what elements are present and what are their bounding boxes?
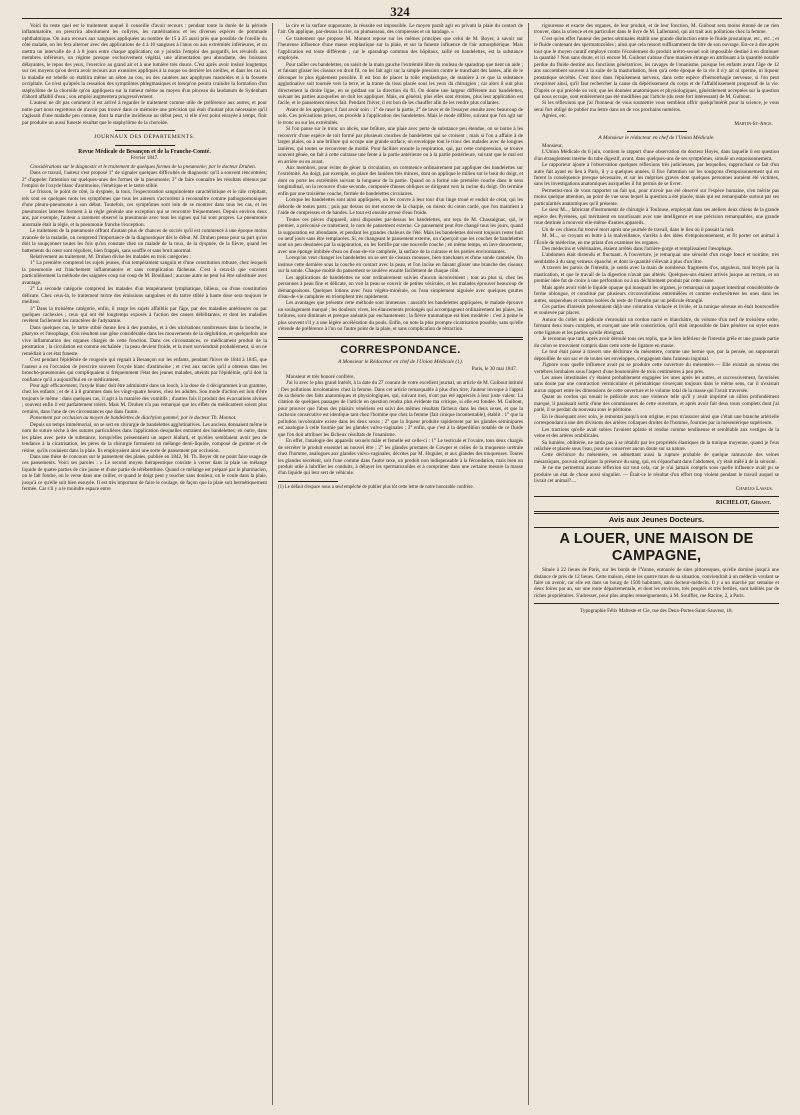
paragraph: Le frisson, le point de côté, la dyspnée, la toux, l'expectoration sanguinolente caractéristique et le râle crépitant, tels sont en quelques mots les symptômes que tous les auteurs s'accordent à reconnaître comme pathognomoniques d'une pleuro-pneumonie à son début. Toutefois, ces symptômes sont loin de se montrer dans tous les cas, et les pneumonies latentes forment à la règle générale une exception qui se rencontre fréquemment. Depuis environ deux ans, par exemple, l'auteur a rarement observé la pneumonie avec tous les signes qui lui sont propres. La pneumonie anormale était la règle, et la pneumonie franche l'exception. [22,189,267,228]
ad-title: A LOUER, UNE MAISON DE CAMPAGNE, [559,531,754,565]
paragraph: Dans quelques cas, le tartre stibié donne lieu à des pustules, et à des ulcérations nombreuses dans la bouche, le pharynx et l'œsophage, d'où résultent une gêne considérable dans les mouvements de la déglutition, et quelquefois une vive inflammation des organes chargés de cette fonction. Dans ces circonstances, ce médicament produit de la prostration ; la circulation est comme enchaînée ; la peau devient froide, et la mort surviendrait probablement, si on ne remédiait à cet état funeste. [22,324,267,357]
printer-imprint: Typographie Félix Malteste et Cie, rue des Deux-Portes-Saint-Sauveur, 18. [580,608,733,615]
paragraph: Ce traitement que propose M. Monnot repose sur les mêmes principes que celui de M. Boyer, à savoir sur l'heureuse influence d'une masse emplastique sur la plaie, et sur la funeste influence de l'air atmosphérique. Mais l'application est toute différente ; car le sparadrap commun des hôpitaux, taillé en bandelettes, est la substance employée. [278,35,523,62]
paragraph: Permettez-moi de vous rapporter un fait qui, pour n'avoir pas été observé sur l'espèce humaine, n'en mérite pas moins quelque attention, au point de vue sous lequel la question a été placée, mais qui est remarquable surtout par ses particularités anatomiques qu'il présente. [534,187,779,207]
paragraph: L'auteur ne dit pas comment il est arrivé à regarder le traitement comme utile de préférence aux autres, et pour notre part nous regrettons de n'avoir pas trouvé dans ce mémoire une précision qui était d'autant plus nécessaire qu'il s'agissait d'une maladie peu connue, dont la marche insidieuse au début peut, si elle n'est point enrayée à temps, finir par produire un aussi funeste résultat que le staphylôme de la choroïde. [22,100,267,126]
divider [115,145,175,146]
paragraph: Lorsqu'on veut changer les bandelettes on se sert de ciseaux mousses, bien tranchants et d'une sonde cannelée. On insinue cette dernière sous la couche en contact avec la peau, et l'on incise en faisant glisser une branche des ciseaux sur la sonde. Chaque moitié du pansement se soulève ensuite facilement de chaque côté. [278,255,523,275]
paragraph: Autour du collet ou pédicule s'enroulait un cordon nacré et blanchâtre, du volume d'un nerf de troisième ordre, formant deux tours complets, et exerçant une telle constriction, qu'il était impossible de faire pénétrer un stylet entre cette ligature et les parties qu'elle étreignait. [534,316,779,336]
paragraph: Je reconnus que tard, après avoir déroulé tous ces replis, que le lien inférieur de l'intestin grêle et une grande partie du colon se trouvaient compris dans cette sorte de ligature en masse. [534,336,779,349]
paragraph: Lorsque les bandelettes sont ainsi appliquées, on les couvre à leur tour d'un linge troué et enduit de cérat, qui les déborde de toutes parts ; puis par dessus on met encore de la charpie, ou mieux du coton cardé, que l'on maintient à l'aide de compresses et de bandes. Le tout est ensuite arrosé d'eau froide. [278,197,523,217]
paragraph: Le traitement de la pneumonie offrant d'autant plus de chances de succès qu'il est commencé à une époque moins avancée de la maladie, on comprend l'importance de la diagnostiquer dès le début. M. Druhen pense pour sa part qu'on doit la soupçonner toutes les fois qu'on constate chez un malade de la toux, de la dyspnée, de la fièvre, quand les battements du cœur sont réguliers, bien frappés, sans souffle et sans bruit anormal. [22,228,267,254]
letter-salutation: Monsieur, [542,142,563,149]
paragraph: Relativement au traitement, M. Druhen divise les malades en trois catégories : [30,253,191,260]
column-divider [272,23,273,1105]
paragraph: 2° La seconde catégorie comprend les malades d'un tempérament lymphatique, bilieux, ou d'une constitution délicate. Chez ceux-là, le traitement mixte des émissions sanguines et du tartre stibié à haute dose sera toujours le meilleur. [22,286,267,306]
paragraph: Dans une thèse de concours sur le pansement des plaies, publiée en 1842, M. Th. Boyer dit ne point faire usage de ces pansements. Voici ses paroles : « Le second moyen thérapeutique consiste à verser dans la plaie un mélange liquide de quatre parties de cire jaune et d'une partie de térébenthine. Quand ce mélange est préparé par le pharmacien, on le fait fondre, on le verse dans une cuiller, et quand le doigt peut y toucher sans douleur, on le coule dans la plaie, jusqu'à ce qu'elle soit bien essuyée. Il est très important de faire le coulage, de façon que la plaie soit hermétiquement fermée. Car s'il y a le moindre espace entre [22,454,267,493]
paragraph: Ces parties d'intestin présentaient déjà une coloration violacée et livide, et la tunique séreuse en était boursouflée et soulevée par places. [534,304,779,317]
paragraph: Pour tailler ces bandelettes, on saisit de la main gauche l'extrémité libre du rouleau de sparadrap que tient un aide ; et faisant glisser les ciseaux en droit fil, on les fait agir sur la simple pression contre le tranchant des lames, afin de le découper le plus également possible. Il est bon de placer la toile emplastique, de manière à ce que la substance agglutinative soit tournée vers la terre, et la trame du tissu placée sous les yeux du chirurgien ; car alors il suit plus directement la droite ligne, en se guidant sur la direction du fil. On donne une largeur différente aux bandelettes, suivant les parties auxquelles on doit les appliquer. Mais, en général, plus elles sont étroites, plus leur application est facile, et le pansement mieux fait. Pendant l'hiver, il est bon de les chauffer afin de les rendre plus collantes. [278,61,523,107]
paragraph: 1° La première comprend les sujets jeunes, d'un tempérament sanguin et d'une constitution robuste, chez lesquels la pneumonie est franchement inflammatoire et sans complication fâcheuse. C'est à ceux-là que convient particulièrement la méthode des saignées coup sur coup de M. Bouillaud ; aucune autre ne peut lui être substituée avec avantage. [22,260,267,286]
paragraph: Dans ce travail, l'auteur s'est proposé 1° de signaler quelques difficultés de diagnostic qu'il a souvent rencontrées; 2° d'appeler l'attention sur quelques-unes des formes de la pneumonie; 3° de faire connaître les résultats obtenus par l'emploi de l'oxyde blanc d'antimoine, l'émétique et le tartre stibié. [22,170,267,189]
paragraph: 3° Dans la troisième catégorie, enfin, il range les sujets affaiblis par l'âge, par des maladies antérieures ou par quelques cachexies ; ceux qui ont été longtemps exposés à l'action des causes débilitantes, et dont les maladies revêtent facilement les caractères de l'adynamie. [22,305,267,325]
journal-date: Février 1847. [130,155,159,162]
paragraph: Les applications de bandelettes ne sont ordinairement suivies d'aucun inconvénient ; tout au plus si, chez les personnes à peau fine et délicate, on voit la peau se couvrir de petites vésicules, et les malades éprouver beaucoup de démangeaisons. Quelques lotions avec l'eau végéto-minérale, ou l'eau simplement aiguisée avec quelques gouttes d'eau-de-vie camphrée en triomphent très rapidement. [278,274,523,301]
paragraph: Un de ces chiens fut trouvé mort après une journée de travail, dans le lieu où il passait la nuit. [542,226,735,233]
paragraph: Je ne me permettrai aucune réflexion sur tout cela, car je n'ai jamais compris sous quelle influence avait pu se produire un état de chose aussi singulier. — Était-ce le résultat d'un effort trop violent pendant le travail auquel se livrait cet animal?.... [534,465,779,485]
article-title: Considérations sur le diagnostic et le traitement de quelques formes de la pneumonie; par le docteur Druhen. [30,163,257,170]
letter-salutation: Monsieur et très honoré confrère, [286,373,355,380]
paragraph: Des médecins et vétérinaires, étaient arrêtés dans l'arrière-gorge et remplissaient l'œsophage. [542,245,733,252]
paragraph: Quant au cordon qui nouait le pédicule avec une violence telle qu'il y avait imprimé un sillon profondément marqué, il paraissait sortir d'une des commissures de cette ouverture, et après avoir fait deux tours complets dont j'ai parlé, il se perdait du nouveau sous le péritoine. [534,394,779,414]
column-2 [278,23,523,1105]
column-1 [22,23,267,1105]
signature: Martin-St-Ange. [734,120,773,127]
paragraph: Le rapporteur ajoute à l'observation quelques réflexions très judicieuses, par lesquelles, rapprochant ce fait d'un autre fait ayant eu lieu à Paris, il y a quelques années, il fixe l'attention sur les soupçons d'empoisonnement qui en furent la conséquence presque nécessaire, et sur les méprises graves dont quelques personnes auraient été victimes, sans les investigations anatomiques auxquelles il fut permis de se livrer. [534,162,779,188]
paragraph: Pour agir efficacement, l'oxyde blanc doit être administré dans un looch, à la dose de 4 décigrammes à un gramme, chez les enfants ; et de 4 à 8 grammes dans les vingt-quatre heures, chez les adultes. Son mode d'action est loin d'être toujours le même : dans quelques cas, il agit à la manière des vomitifs ; d'autres fois il produit des évacuations alvines ; souvent enfin il est parfaitement toléré. Mais M. Druhen n'a pas remarqué que les effets du médicament soient plus certains, dans l'une de ces circonstances que dans l'autre. [22,383,267,415]
divider [534,527,779,528]
paragraph: Voici du reste quel est le traitement auquel il conseille d'avoir recours : pendant toute la durée de la période inflammatoire, on prescrira absolument les collyres, les cautérisations et les diverses espèces de pommade ophthalmique. On aura recours aux sangsues appliquées au nombre de 15 à 25 aussi près que possible de l'oreille du côté malade, on les fera alterner avec des applications de 4 à 10 sangsues à l'anus ou aux extrémités inférieures, et on mettra un intervalle de 4 à 8 jours entre chaque application; on y joindra l'emploi des purgatifs, les révulsifs aux membres inférieurs, un régime presque exclusivement végétal, une alimentation peu abondante, des boissons délayantes, le repos des yeux, l'exercice au grand air et à une lumière très douce. C'est après avoir insisté longtemps sur ces moyens qu'on devra avoir recours aux exutoires appliqués à la nuque ou derrière les oreilles, et dans les cas où la maladie est rebelle on établira même un séton au cou, ou des cautères aux apophyses mastoïdes et à la fossette occipitale. Ce n'est qu'après la cessation des symptômes phlegmasiques et lorsqu'on pourra craindre la formation d'un staphylôme de la choroïde qu'on appliquera sur la tumeur même au moyen d'un pinceau du laudanum de Sydenham d'abord affaibli d'eau ; son emploi augmentera progressivement. [22,23,267,100]
paragraph: Depuis un temps immémorial, on se sert en chirurgie de bandelettes agglutinatives. Les anciens donnaient même le nom de suture sèche à des sutures particulières dans l'application desquelles entraient des bandelettes; en outre, dans les plaies avec perte de substance, lorsqu'elles présentaient un aspect blafard, et qu'elles semblaient avoir peu de tendance à la cicatrisation, les pères de la chirurgie formaient un mélange demi-liquide, composé de gomme et de résine, qu'ils coulaient dans la plaie. Ils employaient ainsi une sorte de pansement par occlusion. [22,421,267,454]
letter-closing: Agréez, etc. [542,113,567,120]
paragraph: M. M..., se croyant en butte à la malveillance, s'arrêta à des idées d'empoisonnement, et fit porter cet animal à l'École de médecine, en me priant d'en examiner les organes. [534,233,779,246]
paragraph: Le sieur M..., fabricant d'instruments de chirurgie à Toulouse, employait dans ses ateliers deux chiens de la grande espèce des Pyrénées, qui méritaient en nourrissant avec une intelligence et une précision remarquables, une grande roue destinée à mouvoir elle-même d'autres appareils. [534,207,779,227]
paragraph: Toutes ces pièces d'appareil, ainsi disposées par-dessus les bandelettes, ont reçu de M. Chassaignac, qui, le premier, a préconisé ce traitement, le nom de pansement externe. Ce pansement peut être changé tous les jours, quand la suppuration est abondante, et pendant les grandes chaleurs de l'été. Mais les bandelettes doivent toujours rester huit ou neuf jours sans être remplacées. Si, en changeant le pansement externe, on s'aperçoit que les couches de bandelettes sont un peu dessinées par la suppuration, on les fortifie par une nouvelle couche ; en même temps, on lave doucement, avec une éponge imbibée d'eau ou d'eau-de-vie camphrée, la surface de la cuirasse et les parties environnantes. [278,216,523,255]
divider [278,481,338,482]
paragraph: Les anses intestinales s'y étaient probablement engagées les unes après les autres, et successivement, favorisées sans doute par une contraction vermiculaire et péristaltique s'exerçant toujours dans le même sens, car il n'existait aucun rapport entre les dimensions de cette ouverture et le volume total de la masse qui l'avait traversée. [534,375,779,394]
divider [115,130,175,131]
paragraph: Cette déchirure du mésentère, en admettant aussi la rupture probable de quelque ramuscule des veines mésaraïques, pouvait expliquer la présence du sang, qui, en s'épanchant dans l'abdomen, s'y était mêlé à de la sérosité. [534,452,779,465]
paragraph: L'abdomen était distendu et fluctuant. A l'ouverture, je remarquai une sérosité d'un rouge foncé et noirâtre, très semblable à du sang veineux épanché, et dont la quantité s'élevait à plus d'un litre. [534,252,779,265]
paragraph: C'est pendant l'épidémie de rougeole qui régnait à Besançon sur les enfants, pendant l'hiver de 1844 à 1845, que l'auteur a eu l'occasion de prescrire souvent l'oxyde blanc d'antimoine ; et c'est aux succès qu'il a obtenus dans les broncho-pneumonies qui compliquaient si fréquemment l'état des jeunes malades, atteints par l'épidémie, qu'il doit la confiance qu'il a aujourd'hui en ce médicament. [22,357,267,383]
divider [627,131,687,132]
ad-text: Située à 22 lieues de Paris, sur les bords de l'Yonne, entourée de sites pittoresques, qu'elle domine jusqu'à une distance de près de 12 lieues. Cette maison, entre les quatre murs de sa situation, conviendrait à un médecin voulant se faire un avenir, car elle est dans un bourg de 1500 habitants, sans docteur-médecin. Il y a un marché par semaine et deux foires par an, sur une route départementale, et dont les environs, très peuplés et très fertiles, sont habités par de riches propriétaires. S'adresser, pour plus amples renseignements, à M. Souffler, rue Racine, 2, à Paris. [534,567,779,599]
paragraph: Les tractions qu'elle avait subies l'avaient aplatie et rendue comme tendineuse et semblable aux vestiges de la veine et des artères ombilicales. [534,426,779,440]
page-number: 324 [390,4,410,19]
paragraph: Les avantages que présente cette méthode sont immenses : aussitôt les bandelettes appliquées, le malade éprouve un soulagement marqué ; les douleurs vives, les élancements prolongés qui accompagnent ordinairement les plaies, les brûlures, sont diminués et presque anéantis par enchantement ; la fièvre traumatique est bien modérée : c'est à peine le plus souvent s'il y a une légère accélération du pouls. Enfin, on note la plus prompte cicatrisation possible, sans qu'elle s'étende de préférence à l'un ou l'autre point de la plaie, et sans complication de rétraction. [278,300,523,333]
paragraph: J'ai lu avec le plus grand intérêt, à la date du 27 courant de votre excellent journal, un article de M. Guibout intitulé : Des pollutions involontaires chez la femme. Dans cet article remarquable à plus d'un titre, l'auteur invoque à l'appui de sa théorie des faits anatomiques et physiologiques, qui, suivant moi, n'ont pas été appréciés à leur juste valeur. La citation de quelques passages de l'article en question rendra plus évidente ma critique, si elle est fondée. M. Guibout, pour prouver que l'abus des plaisirs vénériens est suivi des mêmes résultats fâcheux dans les deux sexes, et que la cachexie consécutive est identique tant chez l'homme que chez la femme (fait cinique incontestable), établit : 1° que la pollution involontaire existe dans les deux sexes ; 2° que la liqueur produite rapidement par les glandes séminipares est analogue à celle fournie par les glandes vulvo-vaginales ; 3° enfin, que c'est à la déperdition notable de ce fluide que l'on doit attribuer les fâcheux résultats de l'onanisme. [278,380,523,438]
top-rule [22,18,782,19]
paragraph: En effet, l'analogie des appareils sexuels mâle et femelle est celle-ci : 1° Le testicule et l'ovaire, tous deux chargés de sécréter le produit essentiel au nouvel être ; 2° les glandes prostates de Cowper et celles de la muqueuse urétrale chez l'homme, analogues aux glandes vulvo-vaginales, décrites par M. Huguier, et aux glandes des muqueuses. Toutes les glandes sécrètent, soit l'une comme dans l'autre sexe, un produit non indispensable à la fécondation, mais bien un produit utile à lubrifier les conduits, à délayer les spermatozoïdes et à comprimer dans une certaine mesure la masse d'un liquide qui leur sert de véhicule. [278,438,523,477]
paragraph: Le tout était passé à travers une déchirure du mésentère, comme une hernie que, par la pensée, on supposerait dépouillée de son sac et de toutes ses enveloppes, s'engageant dans l'anneau inguinal. [534,349,779,362]
paragraph: C'est qu'en effet l'auteur des pertes séminales établit une grande distinction entre le fluide prostatique, etc., etc. ; et le fluide contenant des spermatozoïdes ; ainsi que cela ressort suffisamment du titre de son ouvrage. Est-ce à dire après tout que le moyen curatif employé contre l'écoulement du produit urétro-sexuel soit impossible destiné à en diminuer la quantité ? Non sans doute, et ici encore M. Guibout s'abuse d'une manière étrange en attribuant à la quantité notable perdue du fluide destiné aux fonctions génératrices, les ravages de l'onanisme, puisque les enfants avant l'âge de 12 ans succombent souvent à la suite de la masturbation, bien qu'à cette époque de la vie il n'y ait ni sperme, ni liqueur prostatique sécrétés. C'est donc dans l'épuisement nerveux, dans cette espèce d'hémorrhagie nerveuse, si l'on peut s'exprimer ainsi, qu'il faut rechercher la cause du dépérissement du corps et de l'affaiblissement progressif de la vie. D'après ce qui précède on voit, que les données anatomiques et physiologiques, généralement acceptées sur la question qui nous occupe, sont entièrement pas été modifiées par l'article (du reste fort intéressant) de M. Guibout. [534,35,779,100]
correspondence-heading: CORRESPONDANCE. [340,343,461,356]
journal-title: Revue Médicale de Besançon et de la Franche-Comté. [78,148,211,155]
signature: Charles Lassus. [735,485,773,492]
letter-date: Paris, le 30 mai 1847. [471,366,517,373]
paragraph: rigoureuse et exacte des organes, de leur produit, et de leur fonction, M. Guibout sera moins étonné de ne rien trouver, dans la science et en particulier dans le livre de M. Lallemand, qui ait trait aux pollutions chez la femme. [534,23,779,36]
paragraph: L'Union Médicale du 6 juin, contient le rapport d'une observation du docteur Hoyès, dans laquelle il est question d'un étranglement interne du tube digestif, avant, dans quelques-uns de ses symptômes, simulé un empoisonnement. [534,149,779,162]
divider [534,603,779,604]
letter-address: A Monsieur le rédacteur en chef de l'Union Médicale. [598,135,715,142]
article-title: Pansement par occlusion au moyen de bandelettes de diachylon gommé; par le docteur Th. Monnot. [30,415,237,422]
paragraph: Avant de les appliquer, il faut avoir soin : 1° de raser la partie, 2° de laver et de l'essuyer ensuite avec beaucoup de soin. Ces précautions prises, on procède à l'application des bandelettes. Mais le mode diffère, suivant que l'on agit sur le tronc ou sur les extrémités. [278,106,523,126]
paragraph: En le disséquant avec soin, je remontai jusqu'à son origine, et pus m'assurer ainsi que c'était une branche artérielle correspondant à une des divisions des artères coliaques droites de l'homme, fournies par la mésentérique supérieure. [534,413,779,427]
divider [278,337,523,340]
divider [534,496,779,497]
paragraph: Si l'on panse sur le tronc un abcès, une brûlure, une plaie avec perte de substance peu étendue, on se borne à les recouvrir d'une espèce de toit formé par plusieurs couches de bandelettes qui se croisent ; mais si l'on a affaire à de larges plaies, ou à une brûlure qui occupe une grande surface, on enveloppe tout le tronc des malades avec de longues lanières, qui toutes se recouvrent de moitié. Pour faciliter ensuite la respiration, qui, par cette compression, se trouve souvent gênée, on fait à cette cuirasse une fente à la partie antérieure ou à la partie postérieure, suivant que le mal est en arrière ou en avant. [278,126,523,165]
footnote: (1) Le défaut d'espace nous a seul empêché de publier plus tôt cette lettre de notre honorable confrère. [278,484,474,490]
paragraph: Si les réflexions que j'ai l'honneur de vous soumettre vous semblent offrir quelqu'intérêt pour la science, je vous serai fort obligé de publier ma lettre dans un de vos prochains numéros. [534,100,779,113]
manager-credit: RICHELOT, Gérant. [715,500,771,507]
paragraph: A travers les parois de l'intestin, je sentis avec la main de nombreux fragments d'os, anguleux, mal broyés par la mastication, et que le travail de la digestion n'avait pas altérés. Quelques-uns étaient arrivés jusque au rectum, et un premier idée fut de croire à une perforation ou à un déchirement produit par cette cause. [534,265,779,285]
divider [534,511,779,514]
paragraph: Sa lumière, oblitérée, ne tarda pas à se rétablir par les propriétés élastiques de la tunique moyenne, quand je l'eus relâchée et placée sous l'eau, pour ne conserver aucun doute sur sa nature. [534,439,779,452]
paragraph: J'ignore sous quelle influence avait pu se produire cette ouverture du mésentère.— Elle existait au niveau des vertèbres lombaires sous l'aspect d'une boutonnière de trois centimètres à peu près. [534,362,779,375]
column-divider [528,23,529,1105]
paragraph: Aux membres, pour éviter de gêner la circulation, on commence ordinairement par appliquer des bandelettes sur l'extrémité. Au doigt, par exemple, on place des lanières très minces, dont on applique le milieu sur le bout du doigt, et dont on porte les extrémités suivant la longueur de la partie. Quand on a formé une première couche dans le sens longitudinal, on la recouvre d'une seconde, composée d'anses obliques se dirigeant vers la racine du doigt. On termine enfin par une troisième couche, formée de bandelettes circulaires. [278,164,523,197]
ad-header: Avis aux Jeunes Docteurs. [608,514,705,524]
section-heading: JOURNAUX DES DÉPARTEMENTS. [93,134,196,141]
letter-address: A Monsieur le Rédacteur en chef de l'Union Médicale (1). [338,358,463,365]
column-3 [534,23,779,1105]
paragraph: la cire et la surface suppurante, la réussite est impossible. Le moyen paraît agir en privant la plaie du contact de l'air. On applique, par-dessus la cire, un plumasseau, des compresses et un bandage. » [278,23,523,36]
paragraph: Mais après avoir vidé le liquide opaque qui masquait les organes, je remarquai un paquet intestinal considérable de forme oblongue, et constitué par plusieurs circonvolutions entremêlées et comme enchevêtrées les unes dans les autres, suspendues et comme isolées du reste de l'intestin par un pédicule étranglé. [534,284,779,304]
